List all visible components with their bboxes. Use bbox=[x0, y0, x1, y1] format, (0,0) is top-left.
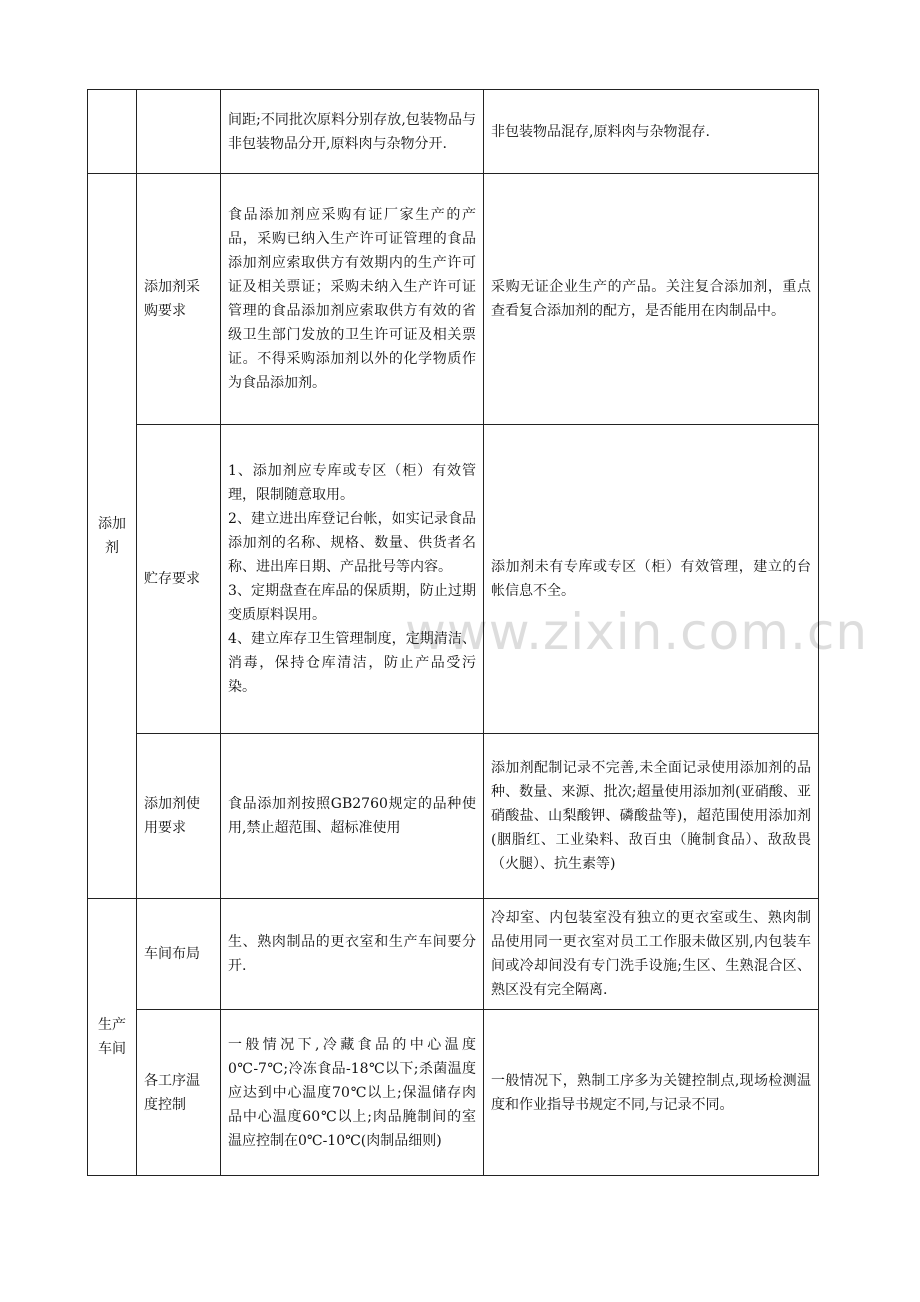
category-cell-empty bbox=[88, 90, 137, 174]
table-row-workshop-layout bbox=[88, 899, 819, 1010]
site-watermark: www.zixin.com.cn bbox=[405, 603, 869, 661]
issue-cell: 一般情况下，熟制工序多为关键控制点,现场检测温度和作业指导书规定不同,与记录不同。 bbox=[484, 1010, 819, 1176]
requirement-cell: 生、熟肉制品的更衣室和生产车间要分开. bbox=[221, 899, 484, 1010]
requirement-cell: 食品添加剂应采购有证厂家生产的产品，采购已纳入生产许可证管理的食品添加剂应索取供方有效期内的生产许可证及相关票证；采购未纳入生产许可证管理的食品添加剂应索取供方有效的省级卫生部门发放的卫生许可证及相关票证。不得采购添加剂以外的化学物质作为食品添加剂。 bbox=[221, 174, 484, 425]
requirement-cell: 食品添加剂按照GB2760规定的品种使用,禁止超范围、超标准使用 bbox=[221, 734, 484, 899]
category-cell-workshop: 生产车间 bbox=[88, 899, 137, 1176]
issue-cell: 非包装物品混存,原料肉与杂物混存. bbox=[484, 90, 819, 174]
item-cell: 车间布局 bbox=[137, 899, 221, 1010]
category-cell-additive: 添加剂 bbox=[88, 174, 137, 899]
requirement-cell: 一般情况下,冷藏食品的中心温度0℃-7℃;冷冻食品-18℃以下;杀菌温度应达到中心温度70℃以上;保温储存肉品中心温度60℃以上;肉品腌制间的室温应控制在0℃-10℃(肉制品细则) bbox=[221, 1010, 484, 1176]
table-row-additive-usage bbox=[88, 734, 819, 899]
requirement-cell bbox=[221, 425, 484, 734]
requirement-item: 1、添加剂应专库或专区（柜）有效管理，限制随意取用。 bbox=[228, 463, 476, 503]
requirement-item: 2、建立进出库登记台帐，如实记录食品添加剂的名称、规格、数量、供货者名称、进出库日期、产品批号等内容。 bbox=[228, 511, 476, 575]
item-cell: 贮存要求 bbox=[137, 425, 221, 734]
requirement-cell: 间距;不同批次原料分别存放,包装物品与非包装物品分开,原料肉与杂物分开. bbox=[221, 90, 484, 174]
issue-cell: 冷却室、内包装室没有独立的更衣室或生、熟肉制品使用同一更衣室对员工工作服未做区别,内包装车间或冷却间没有专门洗手设施;生区、生熟混合区、熟区没有完全隔离. bbox=[484, 899, 819, 1010]
table-row-additive-storage bbox=[88, 425, 819, 734]
item-cell: 各工序温度控制 bbox=[137, 1010, 221, 1176]
table-row-continued bbox=[88, 90, 819, 174]
item-cell-empty bbox=[137, 90, 221, 174]
item-cell: 添加剂采购要求 bbox=[137, 174, 221, 425]
item-cell: 添加剂使用要求 bbox=[137, 734, 221, 899]
issue-cell: 采购无证企业生产的产品。关注复合添加剂，重点查看复合添加剂的配方，是否能用在肉制品中。 bbox=[484, 174, 819, 425]
table-row-additive-purchase bbox=[88, 174, 819, 425]
issue-cell: 添加剂配制记录不完善,未全面记录使用添加剂的品种、数量、来源、批次;超量使用添加剂(亚硝酸、亚硝酸盐、山梨酸钾、磷酸盐等)，超范围使用添加剂(胭脂红、工业染料、敌百虫（腌制食品）、敌敌畏（火腿）、抗生素等) bbox=[484, 734, 819, 899]
table-row-workshop-temperature bbox=[88, 1010, 819, 1176]
requirement-item: 4、建立库存卫生管理制度，定期清洁、消毒，保持仓库清洁，防止产品受污染。 bbox=[228, 631, 476, 695]
requirement-item: 3、定期盘查在库品的保质期，防止过期变质原料误用。 bbox=[228, 583, 476, 623]
issue-cell: 添加剂未有专库或专区（柜）有效管理，建立的台帐信息不全。 bbox=[484, 425, 819, 734]
